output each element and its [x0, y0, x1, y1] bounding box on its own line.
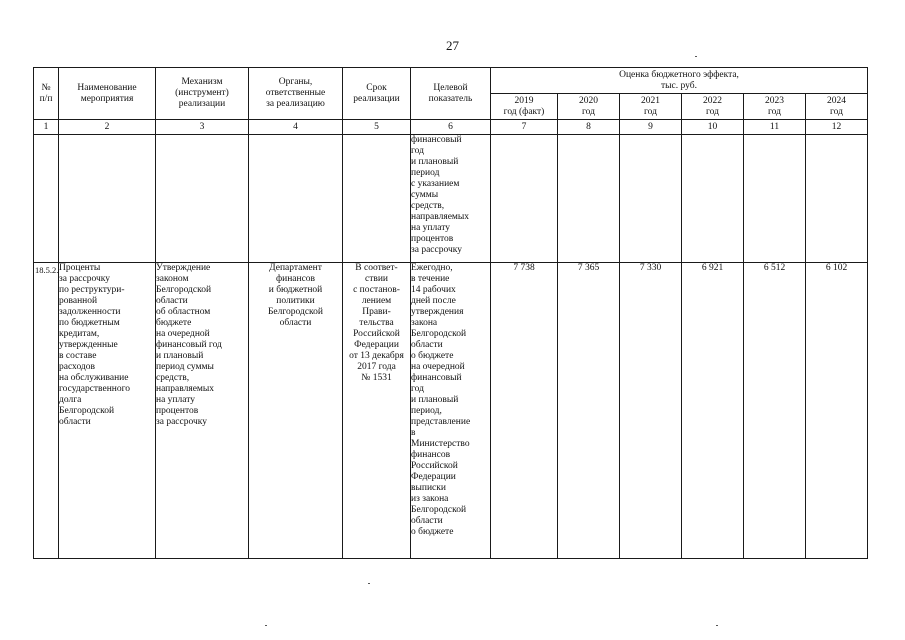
column-number: 11 — [744, 120, 806, 135]
cell-value-2022 — [682, 135, 744, 263]
cell-term: В соответ- ствии с постанов- лением Прави- тельства Российской Федерации от 13 декабря 2017 года № 1531 — [343, 263, 411, 559]
cell-bodies: Департамент финансов и бюджетной политики Белгородской области — [249, 263, 343, 559]
cell-bodies — [249, 135, 343, 263]
year-2022: 2022 год — [682, 94, 744, 120]
table-row-continuation — [34, 135, 868, 263]
cell-value-2021 — [620, 135, 682, 263]
cell-value-2021: 7 330 — [620, 263, 682, 559]
header-estimate: Оценка бюджетного эффекта, тыс. руб. — [491, 68, 868, 94]
column-number: 1 — [34, 120, 59, 135]
column-number: 12 — [806, 120, 868, 135]
year-2019: 2019 год (факт) — [491, 94, 558, 120]
cell-value-2019: 7 738 — [491, 263, 558, 559]
cell-value-2024 — [806, 135, 868, 263]
column-number: 8 — [558, 120, 620, 135]
column-number: 2 — [59, 120, 156, 135]
cell-value-2023: 6 512 — [744, 263, 806, 559]
page-number: 27 — [446, 38, 459, 53]
column-number: 7 — [491, 120, 558, 135]
cell-term — [343, 135, 411, 263]
column-number: 10 — [682, 120, 744, 135]
scan-speck — [716, 625, 718, 626]
year-2020: 2020 год — [558, 94, 620, 120]
header-term: Срок реализации — [343, 68, 411, 120]
scan-speck — [265, 625, 267, 626]
table-row-18-5-2 — [34, 263, 868, 559]
cell-num — [34, 135, 59, 263]
cell-mechanism: Утверждение законом Белгородской области об областном бюджете на очередной финансовый год и плановый период суммы средств, направляемых на уплату процентов за рассрочку — [156, 263, 249, 559]
cell-name: Проценты за рассрочку по реструктури- рованной задолженности по бюджетным кредитам, утвержденные в составе расходов на обслуживание государственного долга Белгородской области — [59, 263, 156, 559]
year-2023: 2023 год — [744, 94, 806, 120]
measures-table — [33, 67, 868, 559]
header-row — [34, 68, 868, 94]
cell-value-2023 — [744, 135, 806, 263]
cell-name — [59, 135, 156, 263]
cell-indicator: финансовый год и плановый период с указанием суммы средств, направляемых на уплату процентов за рассрочку — [411, 135, 491, 263]
column-number: 5 — [343, 120, 411, 135]
cell-mechanism — [156, 135, 249, 263]
scan-speck — [695, 56, 697, 57]
header-name: Наименование мероприятия — [59, 68, 156, 120]
cell-value-2022: 6 921 — [682, 263, 744, 559]
cell-value-2020 — [558, 135, 620, 263]
column-number: 3 — [156, 120, 249, 135]
column-number: 4 — [249, 120, 343, 135]
column-number: 6 — [411, 120, 491, 135]
column-numbers-row — [34, 120, 868, 135]
cell-num: 18.5.2. — [34, 263, 59, 559]
scan-speck — [368, 583, 370, 584]
cell-indicator: Ежегодно, в течение 14 рабочих дней после утверждения закона Белгородской области о бюджете на очередной финансовый год и плановый период, представление в Министерство финансов Российской Федерации выписки из закона Белгородской области о бюджете — [411, 263, 491, 559]
cell-value-2020: 7 365 — [558, 263, 620, 559]
year-2021: 2021 год — [620, 94, 682, 120]
column-number: 9 — [620, 120, 682, 135]
header-mechanism: Механизм (инструмент) реализации — [156, 68, 249, 120]
header-indicator: Целевой показатель — [411, 68, 491, 120]
cell-value-2019 — [491, 135, 558, 263]
header-bodies: Органы, ответственные за реализацию — [249, 68, 343, 120]
header-num: № п/п — [34, 68, 59, 120]
year-2024: 2024 год — [806, 94, 868, 120]
cell-value-2024: 6 102 — [806, 263, 868, 559]
